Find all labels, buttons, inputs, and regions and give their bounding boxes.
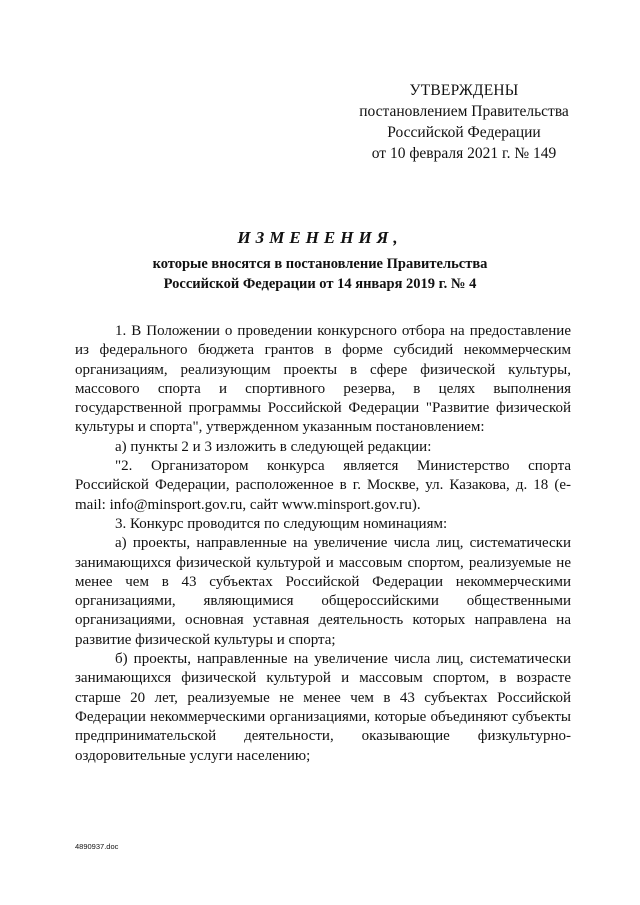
file-name-footer: 4890937.doc	[75, 842, 119, 851]
document-subtitle	[70, 254, 570, 294]
paragraph-2: а) пункты 2 и 3 изложить в следующей редакции:	[115, 438, 432, 455]
approval-line-3: от 10 февраля 2021 г. № 149	[371, 145, 557, 162]
paragraph-1: 1. В Положении о проведении конкурсного отбора на предоставление из федерального бюджета грантов в форме субсидий некоммерческим организациям, реализующим проекты в сфере физической культуры, массового спорта и спортивного резерва, в целях выполнения государственной программы Российской Федерации "Развитие физической культуры и спорта", утвержденном указанным постановлением:	[75, 323, 571, 436]
approval-stamp	[344, 80, 584, 164]
paragraph-6: б) проекты, направленные на увеличение числа лиц, систематически занимающихся физической культурой и массовым спортом, в возрасте старше 20 лет, реализуемые не менее чем в 43 субъектах Российской Федерации некоммерческими организациями, которые объединяют субъекты предпринимательской деятельности, оказывающие физкультурно-оздоровительные услуги населению;	[75, 651, 571, 764]
paragraph-5: а) проекты, направленные на увеличение числа лиц, систематически занимающихся физической культурой и массовым спортом, реализуемые не менее чем в 43 субъектах Российской Федерации некоммерческими организациями, являющимися общероссийскими общественными организациями, основная уставная деятельность которых направлена на развитие физической культуры и спорта;	[75, 535, 571, 648]
subtitle-line-2: Российской Федерации от 14 января 2019 г. № 4	[163, 276, 477, 292]
paragraph-4: 3. Конкурс проводится по следующим номинациям:	[115, 515, 448, 532]
approval-line-2: Российской Федерации	[387, 124, 541, 141]
document-title: ИЗМЕНЕНИЯ,	[237, 228, 403, 247]
paragraph-3: "2. Организатором конкурса является Министерство спорта Российской Федерации, расположенное в г. Москве, ул. Казакова, д. 18 (e-mail: info@minsport.gov.ru, сайт www.minsport.gov.ru).	[75, 458, 571, 513]
subtitle-line-1: которые вносятся в постановление Правительства	[152, 256, 488, 272]
approval-line-1: постановлением Правительства	[359, 103, 569, 120]
document-heading	[70, 226, 570, 294]
document-body	[75, 322, 571, 766]
approval-title: УТВЕРЖДЕНЫ	[409, 82, 519, 99]
